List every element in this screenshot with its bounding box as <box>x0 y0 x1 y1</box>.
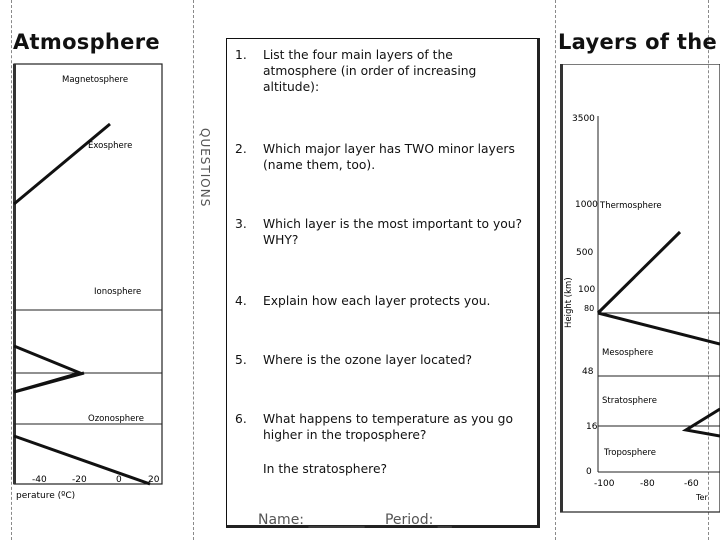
left-temperature-curve-lower <box>14 346 84 392</box>
right-temperature-curve-upper <box>598 232 680 313</box>
right-x-axis-label: Ter <box>696 493 708 502</box>
question-4-text: Explain how each layer protects you. <box>263 294 491 308</box>
right-y-tick-3500: 3500 <box>572 114 595 124</box>
left-layer-label-exosphere: Exosphere <box>88 141 133 151</box>
question-5-number: 5. <box>235 353 247 367</box>
question-2-text: Which major layer has TWO minor layers (name them, too). <box>263 142 515 172</box>
right-y-tick-0: 0 <box>586 467 592 477</box>
left-x-tick-neg20: -20 <box>72 475 87 485</box>
left-x-tick-20: 20 <box>148 475 160 485</box>
right-temperature-curve-lower <box>686 409 720 436</box>
right-x-tick-neg60: -60 <box>684 479 699 489</box>
left-x-tick-neg40: -40 <box>32 475 47 485</box>
question-1-number: 1. <box>235 48 247 62</box>
question-5-text: Where is the ozone layer located? <box>263 353 473 367</box>
question-4-number: 4. <box>235 294 247 308</box>
questions-box <box>226 38 540 528</box>
right-layer-label-stratosphere: Stratosphere <box>602 396 657 406</box>
left-x-axis-label: perature (ºC) <box>16 491 76 501</box>
right-diagram-shadow <box>560 64 563 512</box>
right-temperature-curve-mid <box>598 313 720 344</box>
period-field-label: Period: __ <box>384 512 452 528</box>
name-field-label: Name: ________ <box>258 512 365 528</box>
left-atmosphere-diagram <box>8 62 198 512</box>
right-y-axis-label: Height (km) <box>564 277 574 328</box>
question-6-followup-text: In the stratosphere? <box>263 462 388 476</box>
questions-side-label: QUESTIONS <box>198 128 212 208</box>
left-temperature-curve-upper <box>14 124 110 204</box>
left-diagram-shadow <box>13 64 16 484</box>
question-6-text: What happens to temperature as you go higher in the troposphere? <box>263 412 513 442</box>
right-layer-label-mesosphere: Mesosphere <box>602 348 654 358</box>
right-y-tick-1000: 1000 <box>575 200 598 210</box>
right-y-tick-16: 16 <box>586 422 598 432</box>
right-x-tick-neg100: -100 <box>594 479 615 489</box>
left-x-tick-0: 0 <box>116 475 122 485</box>
fold-line-center-right <box>555 0 556 540</box>
right-panel-title: Layers of the <box>558 30 718 54</box>
left-panel-title: Atmosphere <box>13 30 160 54</box>
question-1-text: List the four main layers of the atmosphere (in order of increasing altitude): <box>263 48 477 94</box>
right-atmosphere-diagram <box>560 64 720 514</box>
right-y-tick-500: 500 <box>576 248 594 258</box>
right-layer-label-troposphere: Troposphere <box>604 448 657 458</box>
question-3-number: 3. <box>235 217 247 231</box>
question-2-number: 2. <box>235 142 247 156</box>
left-layer-label-ionosphere: Ionosphere <box>94 287 142 297</box>
right-x-tick-neg80: -80 <box>640 479 655 489</box>
right-y-tick-80: 80 <box>584 304 595 313</box>
question-6-number: 6. <box>235 412 247 426</box>
left-layer-label-ozonosphere: Ozonosphere <box>88 414 144 424</box>
question-3-text: Which layer is the most important to you? WHY? <box>263 217 523 247</box>
right-y-tick-100: 100 <box>578 285 596 295</box>
right-y-tick-48: 48 <box>582 367 594 377</box>
name-period-line <box>258 512 468 528</box>
right-layer-label-thermosphere: Thermosphere <box>600 201 662 211</box>
left-layer-label-magnetosphere: Magnetosphere <box>62 75 129 85</box>
